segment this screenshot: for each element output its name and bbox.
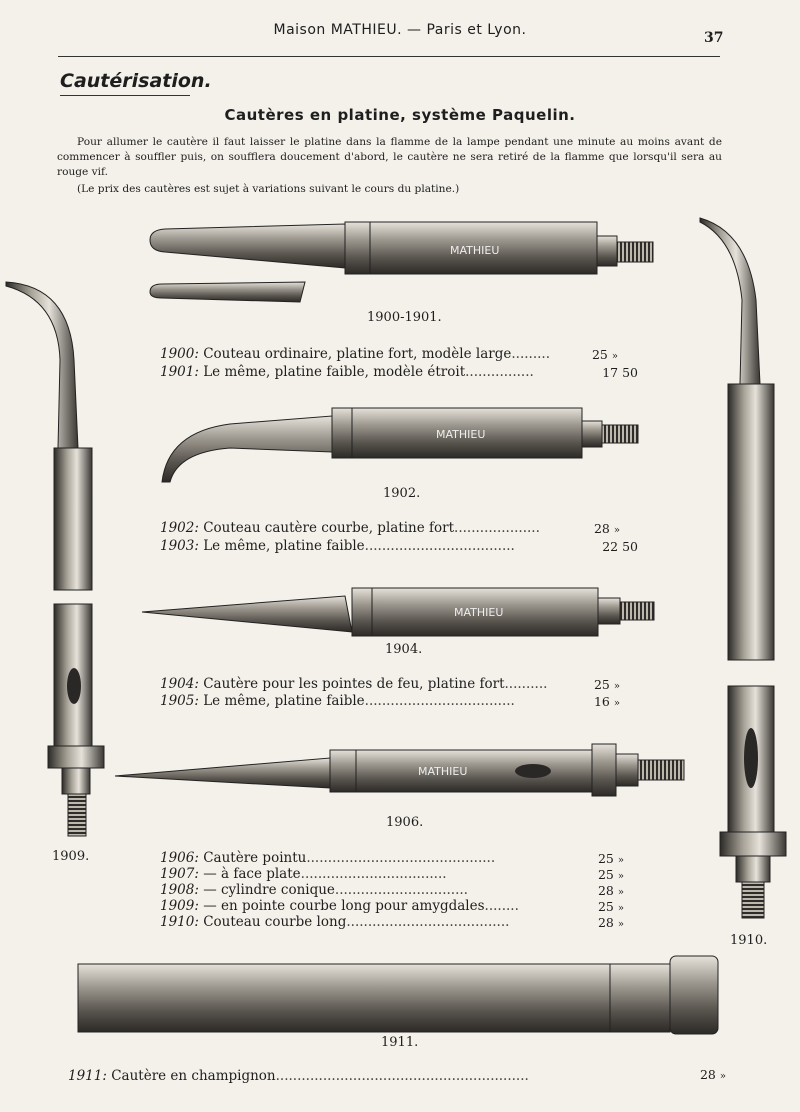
item-price: 25 »: [597, 851, 624, 866]
list-item: 1910: Couteau courbe long......................................: [160, 914, 510, 930]
item-price: 28 »: [699, 1067, 726, 1082]
item-price: 28 »: [597, 883, 624, 898]
list-item: 1909: — en pointe courbe long pour amygdales........: [160, 898, 519, 914]
caption-1904: 1904.: [385, 642, 423, 657]
list-item: 1908: — cylindre conique...............................: [160, 882, 468, 898]
instrument-1910: [700, 218, 786, 918]
price-note: (Le prix des cautères est sujet à variations suivant le cours du platine.): [77, 183, 460, 195]
svg-text:MATHIEU: MATHIEU: [418, 765, 468, 778]
instrument-1902: [162, 408, 638, 482]
list-item: 1903: Le même, platine faible...................................: [160, 538, 515, 554]
page-number: 37: [704, 30, 724, 46]
page-title: Cautères en platine, système Paquelin.: [224, 106, 576, 124]
running-header: Maison MATHIEU. — Paris et Lyon.: [273, 22, 527, 38]
list-item: 1911: Cautère en champignon...........................................................: [68, 1068, 529, 1084]
list-item: 1906: Cautère pointu............................................: [160, 850, 496, 866]
instrument-1904: [142, 588, 654, 636]
list-item: 1905: Le même, platine faible...................................: [160, 693, 515, 709]
list-item: 1904: Cautère pour les pointes de feu, platine fort..........: [160, 676, 548, 692]
caption-1906: 1906.: [386, 815, 424, 830]
instrument-1909: [6, 282, 104, 836]
item-price: 28 »: [597, 915, 624, 930]
list-item: 1902: Couteau cautère courbe, platine fort....................: [160, 520, 540, 536]
item-price: 25 »: [591, 347, 618, 362]
list-item: 1901: Le même, platine faible, modèle étroit................: [160, 364, 534, 380]
item-price: 16 »: [593, 694, 620, 709]
section-title: Cautérisation.: [60, 70, 212, 92]
item-price: 25 »: [593, 677, 620, 692]
instrument-1906: [115, 744, 684, 796]
caption-1911: 1911.: [381, 1035, 419, 1050]
instrument-1901-blade: [150, 282, 305, 302]
caption-1902: 1902.: [383, 486, 421, 501]
caption-1909: 1909.: [52, 849, 90, 864]
list-item: 1900: Couteau ordinaire, platine fort, modèle large.........: [160, 346, 550, 362]
svg-text:MATHIEU: MATHIEU: [436, 428, 486, 441]
caption-1900-1901: 1900-1901.: [367, 310, 442, 325]
caption-1910: 1910.: [730, 933, 768, 948]
engraving-mark: MATHIEU: [450, 244, 500, 257]
item-price: 17 50: [602, 365, 638, 380]
intro-paragraph: Pour allumer le cautère il faut laisser le platine dans la flamme de la lampe pendant une minute au moins avant de commencer à souffler puis, on soufflera doucement d'abord, le cautère ne sera retiré de la flamme que lorsqu'il sera au rouge vif.: [57, 136, 722, 178]
item-price: 25 »: [597, 867, 624, 882]
list-item: 1907: — à face plate..................................: [160, 866, 447, 882]
instrument-1911: [78, 956, 718, 1034]
svg-text:MATHIEU: MATHIEU: [454, 606, 504, 619]
item-price: 22 50: [602, 539, 638, 554]
item-price: 28 »: [593, 521, 620, 536]
instrument-1900: [150, 222, 653, 274]
item-price: 25 »: [597, 899, 624, 914]
